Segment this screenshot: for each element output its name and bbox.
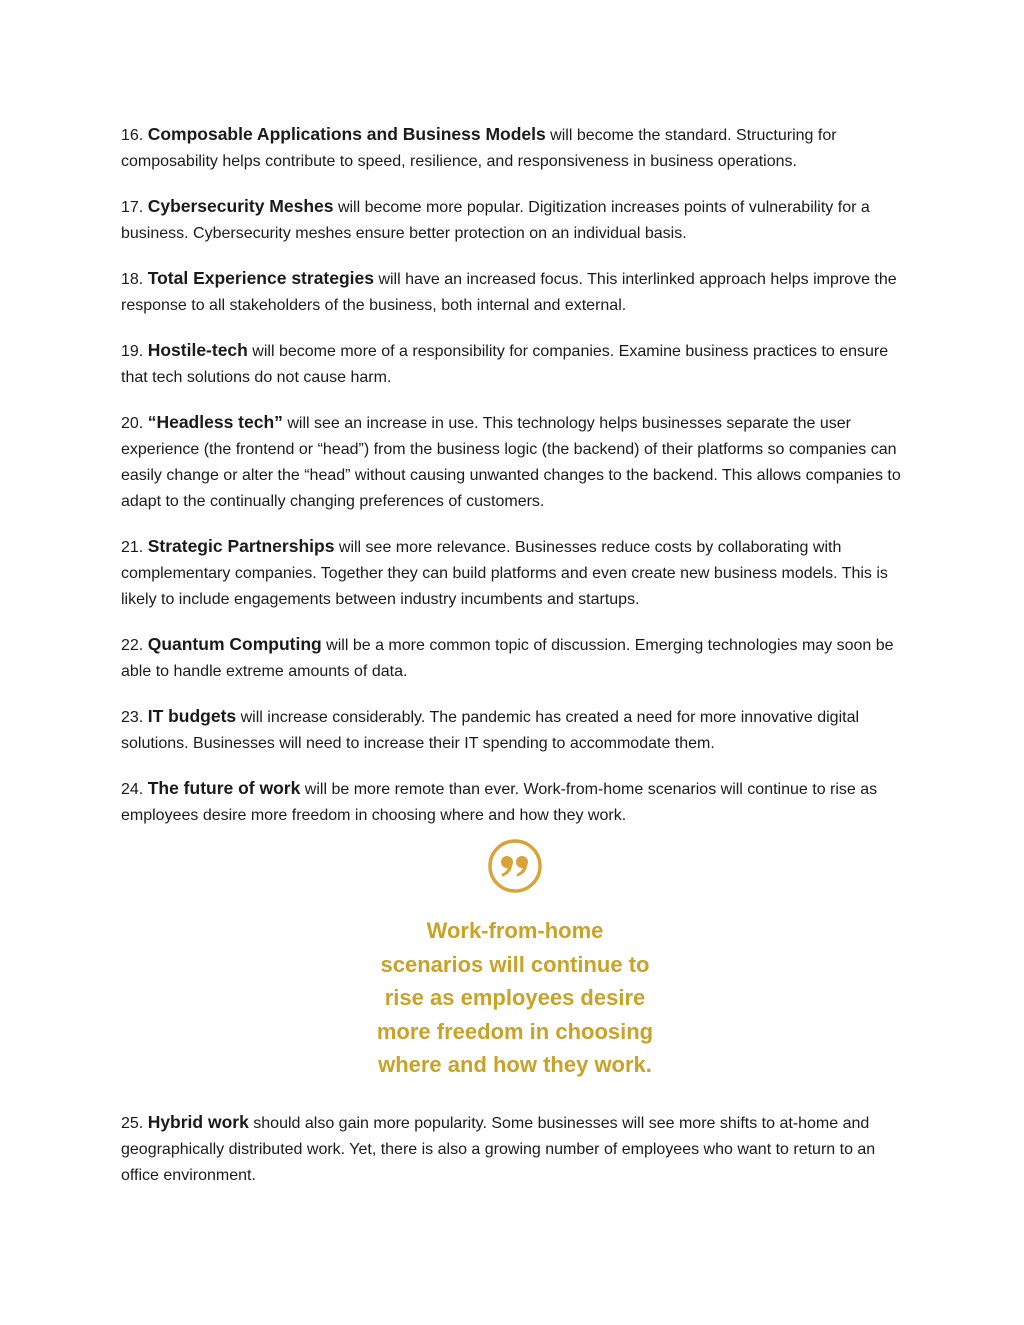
item-number: 23.	[121, 709, 144, 726]
quote-mark-icon	[487, 838, 543, 894]
pull-quote-line: Work-from-home	[426, 918, 604, 943]
item-text: should also gain more popularity. Some businesses will see more shifts to at-home and geographically distributed work. Yet, there is also a growing number of employees who want to return to an office environment.	[121, 1115, 876, 1184]
item-text: will see more relevance. Businesses reduce costs by collaborating with complementary companies. Together they can build platforms and even create new business models. This is likely to include engagements between industry incumbents and startups.	[121, 539, 888, 608]
item-number: 21.	[121, 539, 144, 556]
item-number: 18.	[121, 271, 144, 288]
item-number: 19.	[121, 343, 144, 360]
list-item-20	[121, 409, 911, 515]
item-term: Quantum Computing	[147, 634, 322, 654]
item-term: Strategic Partnerships	[147, 536, 335, 556]
pull-quote	[340, 838, 690, 1082]
item-term: Total Experience strategies	[147, 268, 374, 288]
list-item-21	[121, 533, 911, 613]
item-text: will become the standard. Structuring for composability helps contribute to speed, resilience, and responsiveness in business operations.	[121, 127, 837, 170]
list-item-24	[121, 775, 911, 829]
list-item-17	[121, 193, 911, 247]
item-text: will become more of a responsibility for companies. Examine business practices to ensure that tech solutions do not cause harm.	[121, 343, 889, 386]
pull-quote-line: scenarios will continue to	[380, 951, 650, 977]
list-item-18	[121, 265, 911, 319]
list-item-25	[121, 1109, 911, 1189]
item-text: will see an increase in use. This technology helps businesses separate the user experience (the frontend or “head”) from the business logic (the backend) of their platforms so companies can easily change or alter the “head” without causing unwanted changes to the backend. This allows companies to adapt to the continually changing preferences of customers.	[121, 415, 901, 510]
item-term: Composable Applications and Business Models	[147, 124, 546, 144]
item-term: IT budgets	[147, 706, 237, 726]
item-number: 20.	[121, 415, 144, 432]
item-number: 16.	[121, 127, 144, 144]
list-item-23	[121, 703, 911, 757]
pull-quote-line: where and how they work.	[378, 1052, 652, 1077]
document-body	[121, 121, 911, 847]
item-number: 24.	[121, 781, 144, 798]
item-text: will be a more common topic of discussion. Emerging technologies may soon be able to handle extreme amounts of data.	[121, 637, 894, 680]
item-term: Hostile-tech	[147, 340, 248, 360]
item-term: “Headless tech”	[147, 412, 283, 432]
list-item-22	[121, 631, 911, 685]
item-text: will have an increased focus. This interlinked approach helps improve the response to all stakeholders of the business, both internal and external.	[121, 271, 897, 314]
pull-quote-text	[340, 914, 690, 1082]
item-number: 25.	[121, 1115, 148, 1132]
list-item-19	[121, 337, 911, 391]
pull-quote-line: rise as employees desire	[384, 985, 646, 1010]
item-text: will be more remote than ever. Work-from-home scenarios will continue to rise as employees desire more freedom in choosing where and how they work.	[121, 781, 878, 824]
list-item-16	[121, 121, 911, 175]
item-text: will become more popular. Digitization increases points of vulnerability for a business. Cybersecurity meshes ensure better protection on an individual basis.	[121, 199, 870, 242]
item-number: 22.	[121, 637, 144, 654]
item-term: Cybersecurity Meshes	[147, 196, 334, 216]
item-term: Hybrid work	[147, 1112, 249, 1132]
item-text: will increase considerably. The pandemic has created a need for more innovative digital solutions. Businesses will need to increase their IT spending to accommodate them.	[121, 709, 860, 752]
pull-quote-line: more freedom in choosing	[376, 1018, 654, 1044]
item-number: 17.	[121, 199, 144, 216]
item-term: The future of work	[147, 778, 301, 798]
